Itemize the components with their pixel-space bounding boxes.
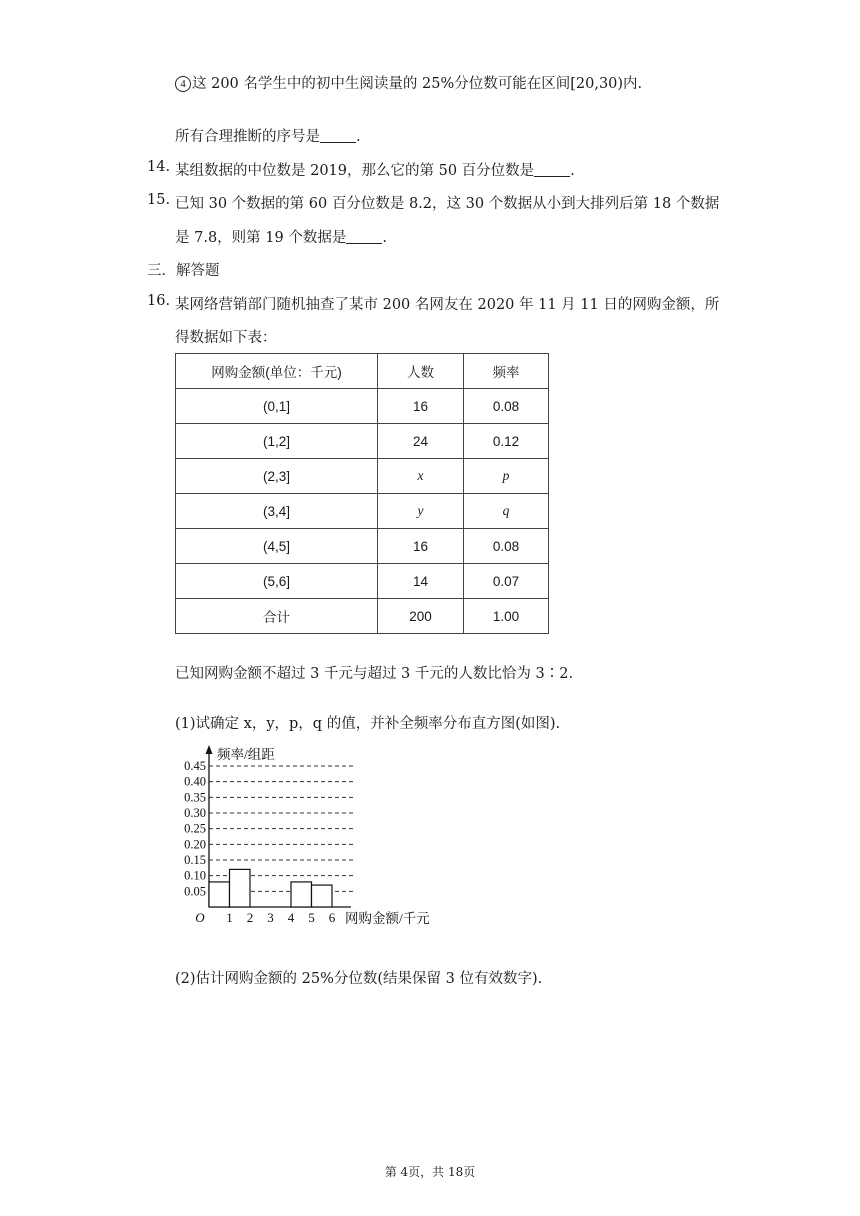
x-tick-label: 6 [328,910,336,925]
q15-line-2-after: . [382,230,387,246]
table-row [176,529,549,564]
table-cell: x [378,459,464,494]
x-tick-label: 4 [287,910,295,925]
y-tick-label: 0.30 [184,806,206,820]
q13-item-4 [175,72,642,93]
histogram-bar [291,882,312,907]
y-tick-label: 0.40 [184,774,206,789]
table-cell: p [464,459,549,494]
q14-text [175,159,575,180]
table-row [176,389,549,424]
q16-part-1: (1)试确定 x，y，p，q 的值，并补全频率分布直方图(如图). [175,716,561,732]
table-row [176,599,549,634]
table-header-row [176,354,549,389]
answer-blank [320,128,356,143]
table-cell: 0.08 [464,389,549,424]
x-tick-label: 5 [308,910,315,925]
q15-line-2 [175,226,387,247]
table-cell: 200 [378,599,464,634]
q16-line-1: 某网络营销部门随机抽查了某市 200 名网友在 2020 年 11 月 11 日的网购金额，所 [175,297,720,313]
frequency-table [175,353,549,634]
table-header: 频率 [464,354,549,389]
origin-label: O [195,910,205,925]
q14-text-after: . [570,163,575,179]
frequency-histogram [175,742,465,942]
table-cell: 1.00 [464,599,549,634]
y-tick-label: 0.45 [184,759,206,773]
y-tick-label: 0.35 [184,790,206,805]
answer-blank [346,229,382,244]
q14-number: 14. [147,159,171,175]
q14-text-before: 某组数据的中位数是 2019，那么它的第 50 百分位数是 [175,163,535,179]
q16-part-2: (2)估计网购金额的 25%分位数(结果保留 3 位有效数字). [175,971,543,987]
q16-number: 16. [147,293,171,309]
table-cell: 0.12 [464,424,549,459]
table-row [176,424,549,459]
q13-answer-line: 所有合理推断的序号是 . [175,129,361,145]
table-cell: (5,6] [176,564,378,599]
x-tick-label: 2 [246,910,254,925]
q15-line-1: 已知 30 个数据的第 60 百分位数是 8.2，这 30 个数据从小到大排列后第 18 个数据 [175,196,720,212]
x-tick-label: 3 [267,910,274,925]
y-axis-arrow [206,745,213,754]
table-cell: (1,2] [176,424,378,459]
table-row [176,494,549,529]
y-tick-label: 0.25 [184,821,206,836]
table-cell: (2,3] [176,459,378,494]
y-tick-label: 0.10 [184,868,206,883]
table-cell: 合计 [176,599,378,634]
q13-answer-text: 所有合理推断的序号是 [175,129,320,145]
table-cell: 14 [378,564,464,599]
y-tick-label: 0.05 [184,884,206,899]
table-cell: 16 [378,389,464,424]
answer-blank [534,162,570,177]
x-tick-label: 1 [226,910,233,925]
y-tick-label: 0.15 [184,853,206,867]
circled-number: 4 [175,76,191,92]
table-row [176,459,549,494]
y-axis-title: 频率/组距 [217,747,275,762]
histogram-bar [312,885,333,907]
table-cell: 0.08 [464,529,549,564]
q13-item-4-text: 这 200 名学生中的初中生阅读量的 25%分位数可能在区间[20,30)内. [192,76,643,92]
table-cell: (3,4] [176,494,378,529]
histogram-bar [209,882,230,907]
table-row [176,564,549,599]
q16-ratio-text: 已知网购金额不超过 3 千元与超过 3 千元的人数比恰为 3∶2. [175,666,574,682]
table-cell: y [378,494,464,529]
table-header: 人数 [378,354,464,389]
table-header: 网购金额(单位：千元) [176,354,378,389]
x-axis-title: 网购金额/千元 [345,911,430,926]
q16-line-2: 得数据如下表： [175,330,277,346]
table-cell: 16 [378,529,464,564]
section-heading: 三．解答题 [147,263,220,279]
table-cell: (4,5] [176,529,378,564]
y-tick-label: 0.20 [184,837,206,852]
histogram-bar [230,869,251,907]
q15-line-2-before: 是 7.8，则第 19 个数据是 [175,230,347,246]
table-cell: 0.07 [464,564,549,599]
table-cell: 24 [378,424,464,459]
table-cell: (0,1] [176,389,378,424]
q15-number: 15. [147,192,171,208]
table-cell: q [464,494,549,529]
page-footer: 第 4页，共 18页 [384,1165,476,1179]
